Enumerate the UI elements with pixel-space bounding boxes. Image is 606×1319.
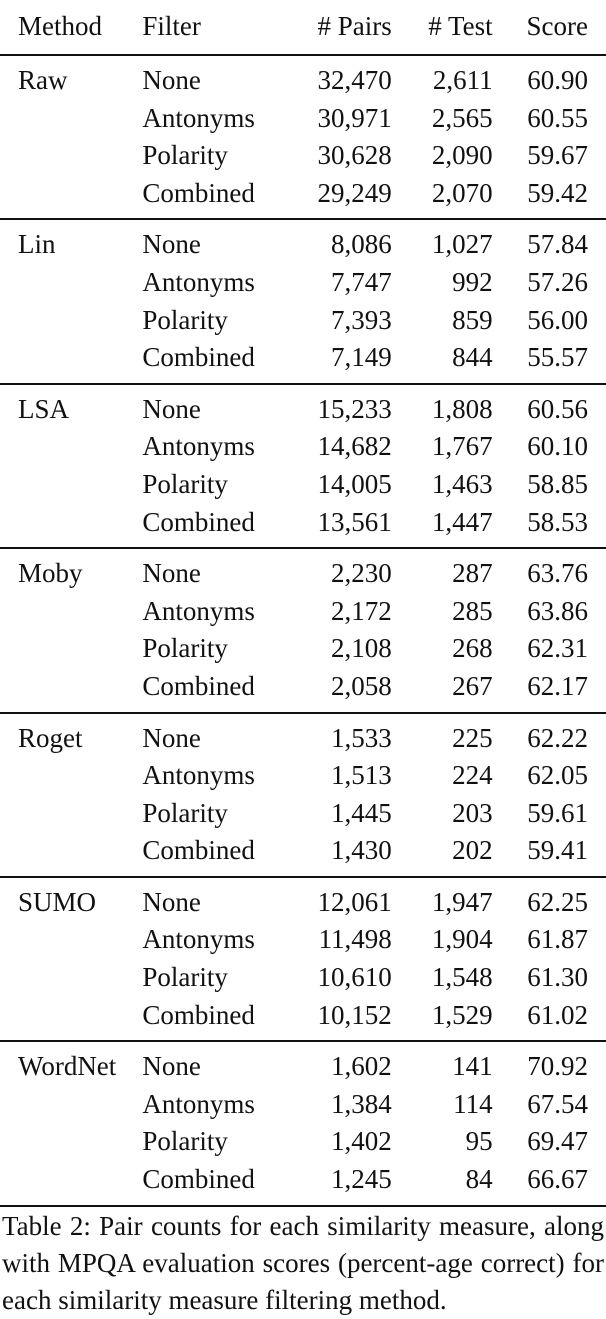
table-row: [0, 137, 606, 175]
test-cell: 1,767: [431, 431, 493, 462]
score-cell: 61.30: [527, 962, 588, 993]
test-cell: 268: [452, 633, 493, 664]
method-cell: Raw: [0, 55, 142, 100]
score-cell: 59.41: [527, 835, 588, 866]
test-cell: 203: [452, 797, 493, 828]
pairs-cell: 1,445: [330, 797, 392, 828]
pairs-cell: 8,086: [284, 219, 391, 264]
table-row: [0, 1086, 606, 1124]
pairs-cell: 29,249: [317, 177, 392, 208]
score-cell: 60.55: [527, 102, 588, 133]
test-cell: 267: [452, 670, 493, 701]
method-cell: [0, 1123, 142, 1161]
score-cell: 56.00: [527, 304, 588, 335]
score-cell: 66.67: [493, 1161, 606, 1206]
score-cell: 69.47: [527, 1126, 588, 1157]
pairs-cell: 7,393: [330, 304, 392, 335]
filter-cell: Combined: [142, 177, 255, 208]
table-row: [0, 959, 606, 997]
test-cell: 225: [392, 713, 493, 758]
table-row: [0, 630, 606, 668]
pairs-cell: 15,233: [284, 384, 391, 429]
score-cell: 59.42: [527, 177, 588, 208]
method-cell: [0, 832, 142, 877]
pairs-cell: 1,533: [284, 713, 391, 758]
method-group: [0, 219, 606, 383]
pairs-cell: 11,498: [318, 924, 392, 955]
filter-cell: Polarity: [142, 633, 228, 664]
filter-cell: Antonyms: [142, 102, 255, 133]
table-row: [0, 757, 606, 795]
filter-cell: Combined: [142, 1161, 284, 1206]
pairs-cell: 12,061: [284, 877, 391, 922]
table-caption: Table 2: Pair counts for each similarity measure, along with MPQA evaluation scores (percent-age correct) for each similarity measure filtering method.: [2, 1211, 604, 1315]
score-cell: 62.31: [527, 633, 588, 664]
filter-cell: Combined: [142, 342, 255, 373]
method-cell: [0, 175, 142, 220]
filter-cell: Polarity: [142, 304, 228, 335]
table-row: [0, 339, 606, 384]
test-cell: 141: [392, 1041, 493, 1086]
method-cell: Moby: [0, 548, 142, 593]
method-group: [0, 877, 606, 1041]
filter-cell: Polarity: [142, 962, 228, 993]
pairs-cell: 1,602: [284, 1041, 391, 1086]
method-cell: [0, 757, 142, 795]
test-cell: 2,565: [431, 102, 493, 133]
filter-cell: Combined: [142, 670, 255, 701]
table-row: [0, 219, 606, 264]
table-row: [0, 504, 606, 549]
test-cell: 844: [452, 342, 493, 373]
test-cell: 859: [452, 304, 493, 335]
test-cell: 95: [465, 1126, 493, 1157]
score-cell: 62.25: [493, 877, 606, 922]
header-pairs: # Pairs: [317, 11, 392, 42]
pairs-cell: 1,513: [330, 760, 392, 791]
method-cell: [0, 264, 142, 302]
filter-cell: None: [142, 548, 284, 593]
table-row: [0, 668, 606, 713]
score-cell: 61.02: [527, 999, 588, 1030]
score-cell: 57.84: [493, 219, 606, 264]
test-cell: 84: [392, 1161, 493, 1206]
test-cell: 2,090: [431, 140, 493, 171]
pairs-cell: 1,384: [330, 1088, 392, 1119]
filter-cell: Antonyms: [142, 924, 255, 955]
test-cell: 202: [452, 835, 493, 866]
table-row: [0, 466, 606, 504]
pairs-cell: 2,058: [330, 670, 392, 701]
table-row: [0, 302, 606, 340]
pairs-cell: 13,561: [317, 506, 392, 537]
test-cell: 1,904: [431, 924, 493, 955]
method-cell: [0, 593, 142, 631]
method-group: [0, 384, 606, 548]
test-cell: 1,463: [431, 468, 493, 499]
method-cell: [0, 997, 142, 1042]
test-cell: 224: [452, 760, 493, 791]
method-cell: [0, 302, 142, 340]
table-row: [0, 1161, 606, 1206]
score-cell: 59.67: [527, 140, 588, 171]
method-cell: [0, 668, 142, 713]
filter-cell: Antonyms: [142, 431, 255, 462]
test-cell: 1,529: [431, 999, 493, 1030]
score-cell: 60.90: [493, 55, 606, 100]
table-row: [0, 384, 606, 429]
header-method: Method: [18, 11, 102, 42]
score-cell: 57.26: [527, 266, 588, 297]
score-cell: 60.10: [527, 431, 588, 462]
method-cell: [0, 100, 142, 138]
table-row: [0, 877, 606, 922]
method-cell: [0, 1161, 142, 1206]
method-cell: Lin: [0, 219, 142, 264]
table-row: [0, 1123, 606, 1161]
pairs-cell: 1,245: [284, 1161, 391, 1206]
method-cell: [0, 1086, 142, 1124]
test-cell: 287: [392, 548, 493, 593]
pairs-cell: 30,971: [317, 102, 392, 133]
test-cell: 114: [453, 1088, 493, 1119]
test-cell: 2,611: [392, 55, 493, 100]
score-cell: 62.05: [527, 760, 588, 791]
method-cell: LSA: [0, 384, 142, 429]
score-cell: 60.56: [493, 384, 606, 429]
score-cell: 59.61: [527, 797, 588, 828]
filter-cell: Antonyms: [142, 760, 255, 791]
header-filter: Filter: [142, 11, 201, 42]
table-row: [0, 1041, 606, 1086]
filter-cell: Antonyms: [142, 1088, 255, 1119]
score-cell: 62.17: [527, 670, 588, 701]
filter-cell: Antonyms: [142, 595, 255, 626]
table-row: [0, 593, 606, 631]
method-cell: [0, 137, 142, 175]
method-cell: [0, 959, 142, 997]
filter-cell: Combined: [142, 835, 255, 866]
test-cell: 2,070: [431, 177, 493, 208]
filter-cell: Polarity: [142, 1126, 228, 1157]
method-cell: [0, 921, 142, 959]
filter-cell: Polarity: [142, 140, 228, 171]
filter-cell: None: [142, 713, 284, 758]
filter-cell: None: [142, 384, 284, 429]
pairs-cell: 10,152: [317, 999, 392, 1030]
score-cell: 58.53: [527, 506, 588, 537]
pairs-cell: 14,682: [317, 431, 392, 462]
method-cell: WordNet: [0, 1041, 142, 1086]
test-cell: 1,548: [431, 962, 493, 993]
pairs-cell: 1,402: [330, 1126, 392, 1157]
test-cell: 1,027: [392, 219, 493, 264]
filter-cell: None: [142, 219, 284, 264]
table-row: [0, 713, 606, 758]
score-cell: 58.85: [527, 468, 588, 499]
table-row: [0, 100, 606, 138]
score-cell: 62.22: [493, 713, 606, 758]
method-group: [0, 55, 606, 219]
filter-cell: Polarity: [142, 468, 228, 499]
method-group: [0, 713, 606, 877]
method-group: [0, 1041, 606, 1205]
table-row: [0, 175, 606, 220]
score-cell: 61.87: [527, 924, 588, 955]
table-row: [0, 548, 606, 593]
method-cell: [0, 339, 142, 384]
pairs-cell: 2,172: [330, 595, 392, 626]
score-cell: 63.86: [527, 595, 588, 626]
pairs-cell: 7,149: [330, 342, 392, 373]
pairs-cell: 32,470: [284, 55, 391, 100]
table-row: [0, 264, 606, 302]
filter-cell: None: [142, 1041, 284, 1086]
table-row: [0, 832, 606, 877]
header-score: Score: [526, 11, 588, 42]
pairs-cell: 2,108: [330, 633, 392, 664]
pairs-cell: 7,747: [330, 266, 392, 297]
test-cell: 285: [452, 595, 493, 626]
filter-cell: Combined: [142, 506, 255, 537]
score-cell: 63.76: [493, 548, 606, 593]
filter-cell: Antonyms: [142, 266, 255, 297]
table-row: [0, 997, 606, 1042]
filter-cell: None: [142, 877, 284, 922]
method-cell: SUMO: [0, 877, 142, 922]
method-cell: [0, 630, 142, 668]
table-row: [0, 921, 606, 959]
table-header: [0, 0, 606, 55]
score-cell: 67.54: [527, 1088, 588, 1119]
score-cell: 70.92: [493, 1041, 606, 1086]
test-cell: 1,447: [431, 506, 493, 537]
filter-cell: Polarity: [142, 797, 228, 828]
filter-cell: Combined: [142, 999, 255, 1030]
method-cell: [0, 466, 142, 504]
pairs-cell: 30,628: [317, 140, 392, 171]
table-row: [0, 55, 606, 100]
table-row: [0, 428, 606, 466]
pairs-cell: 10,610: [317, 962, 392, 993]
filter-cell: None: [142, 55, 284, 100]
table-row: [0, 795, 606, 833]
score-cell: 55.57: [527, 342, 588, 373]
method-cell: [0, 504, 142, 549]
header-test: # Test: [428, 11, 493, 42]
pairs-cell: 2,230: [284, 548, 391, 593]
pairs-cell: 1,430: [330, 835, 392, 866]
method-group: [0, 548, 606, 712]
test-cell: 1,808: [392, 384, 493, 429]
method-cell: Roget: [0, 713, 142, 758]
method-cell: [0, 428, 142, 466]
header-row: [0, 0, 606, 55]
pairs-cell: 14,005: [317, 468, 392, 499]
test-cell: 1,947: [392, 877, 493, 922]
test-cell: 992: [452, 266, 493, 297]
method-cell: [0, 795, 142, 833]
